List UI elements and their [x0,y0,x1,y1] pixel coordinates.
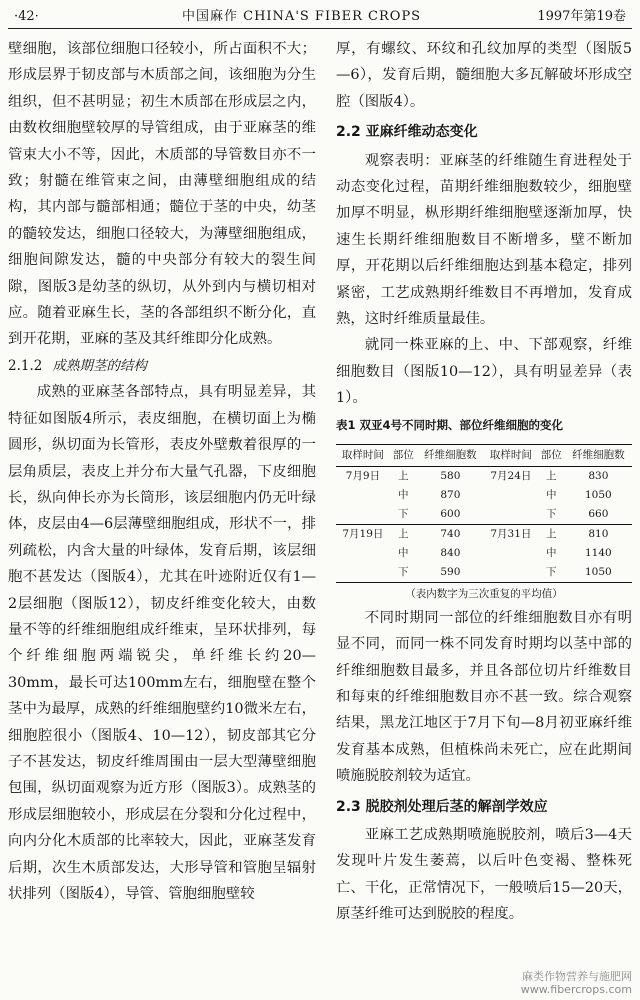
fiber-cell-table [336,444,632,583]
table-cell [484,544,538,563]
table-cell [484,563,538,583]
table-cell: 1050 [565,563,632,583]
table-cell: 7月19日 [336,524,390,544]
table-cell: 上 [538,524,565,544]
paragraph-mature-stem: 成熟的亚麻茎各部特点，具有明显差异，其特征如图版4所示，表皮细胞，在横切面上为椭圆形，纵切面为长管形，表皮外壁敷着很厚的一层角质层，表皮上并分布大量气孔器，下皮细胞长，纵向伸长亦为长筒形，该层细胞内仍无叶绿体，皮层由4—6层薄壁细胞组成，形状不一，排列疏松，内含大量的叶绿体，发育后期，该层细胞不甚发达（图版4），尤其在叶迹附近仅有1—2层细胞（图版12），韧皮纤维变化较大，由数量不等的纤维细胞组成纤维束，呈环状排列，每个纤维细胞两端锐尖，单纤维长约20—30mm，最长可达100mm左右，细胞壁在整个茎中为最厚，成熟的纤维细胞壁约10微米左右，细胞腔很小（图版4、10—12），韧皮部其它分子不甚发达，韧皮纤维周围由一层大型薄壁细胞包围，纵切面观察为近方形（图版3）。成熟茎的形成层细胞较小，形成层在分裂和分化过程中，向内分化木质部的比率较大，因此，亚麻茎发育后期，次生木质部发达，大形导管和管胞呈辐射状排列（图版4），导管、管胞细胞壁较 [8,384,316,902]
paragraph-comparison: 不同时期同一部位的纤维细胞数目亦有明显不同，而同一株不同发育时期均以茎中部的纤维细胞数目最多，并且各部位切片纤维数目和每束的纤维细胞数目亦不甚一致。综合观察结果，黑龙江地区于7月下旬—8月初亚麻纤维发育基本成熟，但植株尚未死亡，应在此期间喷施脱胶剂较为适宜。 [336,609,632,785]
table-header: 纤维细胞数 [417,444,484,466]
table-cell: 870 [440,488,461,501]
volume-info: 1997年第19卷 [537,9,626,24]
table-cell [336,563,390,583]
table-cell: 810 [565,524,632,544]
journal-title: 中国麻作 CHINA'S FIBER CROPS [182,9,422,24]
table-row [336,524,632,544]
table-cell: 中 [546,546,557,559]
paragraph-degumming: 亚麻工艺成熟期喷施脱胶剂，喷后3—4天发现叶片发生萎蔫，以后叶色变褐、整株死亡、干化，正常情况下，一般喷后15—20天，原茎纤维可达到脱胶的程度。 [336,826,632,923]
table-cell: 中 [398,546,409,559]
table-cell: 7月9日 [345,469,381,482]
table-cell: 1050 [584,488,612,501]
table-cell [336,544,390,563]
table-row [336,505,632,525]
paragraph-continued: 厚，有螺纹、环纹和孔纹加厚的类型（图版5—6），发育后期，髓细胞大多瓦解破坏形成空腔（图版4）。 [336,41,632,110]
table-cell [484,486,538,505]
watermark-url: www.fibercrops.com [520,983,632,996]
table-cell: 590 [417,563,484,583]
section-heading-2-3: 2.3 脱胶剂处理后茎的解剖学效应 [336,798,548,815]
table-cell: 580 [440,469,461,482]
left-column [8,36,316,907]
table-cell: 下 [390,563,417,583]
table-cell: 下 [398,507,409,520]
table-header: 取样时间 [484,444,538,466]
table-cell: 中 [398,488,409,501]
table-header: 取样时间 [336,444,390,466]
table-cell: 下 [538,563,565,583]
subheading-text: 成熟期茎的结构 [52,357,147,374]
table-cell [336,486,390,505]
section-heading-2-2: 2.2 亚麻纤维动态变化 [336,124,478,141]
table-cell: 830 [588,469,609,482]
watermark-site-name: 麻类作物营养与施肥网 [522,970,632,983]
table-cell: 840 [440,546,461,559]
table-row [336,544,632,563]
table-header-row [336,444,632,466]
table-row [336,563,632,583]
table-header: 部位 [390,444,417,466]
right-column [336,36,632,928]
subheading-number: 2.1.2 [8,357,43,374]
subheading-2-1-2 [8,353,316,379]
page-number: ·42· [14,9,39,24]
table-row [336,466,632,486]
table-cell: 600 [440,507,461,520]
table-cell: 上 [398,469,409,482]
table-cell: 740 [417,524,484,544]
table-cell: 1140 [584,546,612,559]
table-cell: 下 [546,507,557,520]
table-cell: 上 [390,524,417,544]
table-cell: 660 [588,507,609,520]
table-cell: 7月24日 [490,469,532,482]
table-cell: 上 [546,469,557,482]
paragraph-phloem-xylem: 壁细胞，该部位细胞口径较小，所占面积不大；形成层界于韧皮部与木质部之间，该细胞为分生组织，但不甚明显；初生木质部在形成层之内，由数枚细胞壁较厚的导管组成，由于亚麻茎的维管束大小不等，因此，木质部的导管数目亦不一致；射髓在维管束之间，由薄壁细胞组成的结构，其内部与髓部相通；髓位于茎的中央，幼茎的髓较发达，细胞口径较大，为薄壁细胞组成，细胞间隙发达，髓的中央部分有较大的裂生间隙，图版3是幼茎的纵切，从外到内与横切相对应。随着亚麻生长，茎的各部组织不断分化，直到开花期，亚麻的茎及其纤维即分化成熟。 [8,41,316,348]
table-header: 部位 [538,444,565,466]
table-cell [336,505,390,525]
table-row [336,486,632,505]
paragraph-plant-parts: 就同一株亚麻的上、中、下部观察，纤维细胞数目（图版10—12），具有明显差异（表1）。 [336,337,632,407]
watermark [521,970,632,996]
paragraph-fiber-dynamics: 观察表明：亚麻茎的纤维随生育进程处于动态变化过程，苗期纤维细胞数较少，细胞壁加厚不明显，枞形期纤维细胞壁逐渐加厚，快速生长期纤维细胞数目不断增多，壁不断加厚，开花期以后纤维细胞达到基本稳定，排列紧密，工艺成熟期纤维数目不再增加，发育成熟，这时纤维质量最佳。 [336,152,632,328]
table-cell: 中 [546,488,557,501]
table-caption: 表1 双亚4号不同时期、部位纤维细胞的变化 [336,417,564,432]
table-header: 纤维细胞数 [565,444,632,466]
table-cell [484,505,538,525]
header-rule [8,28,632,29]
page-header [14,6,626,28]
table-cell: 7月31日 [484,524,538,544]
table-note: （表内数字为三次重复的平均值） [405,587,563,600]
